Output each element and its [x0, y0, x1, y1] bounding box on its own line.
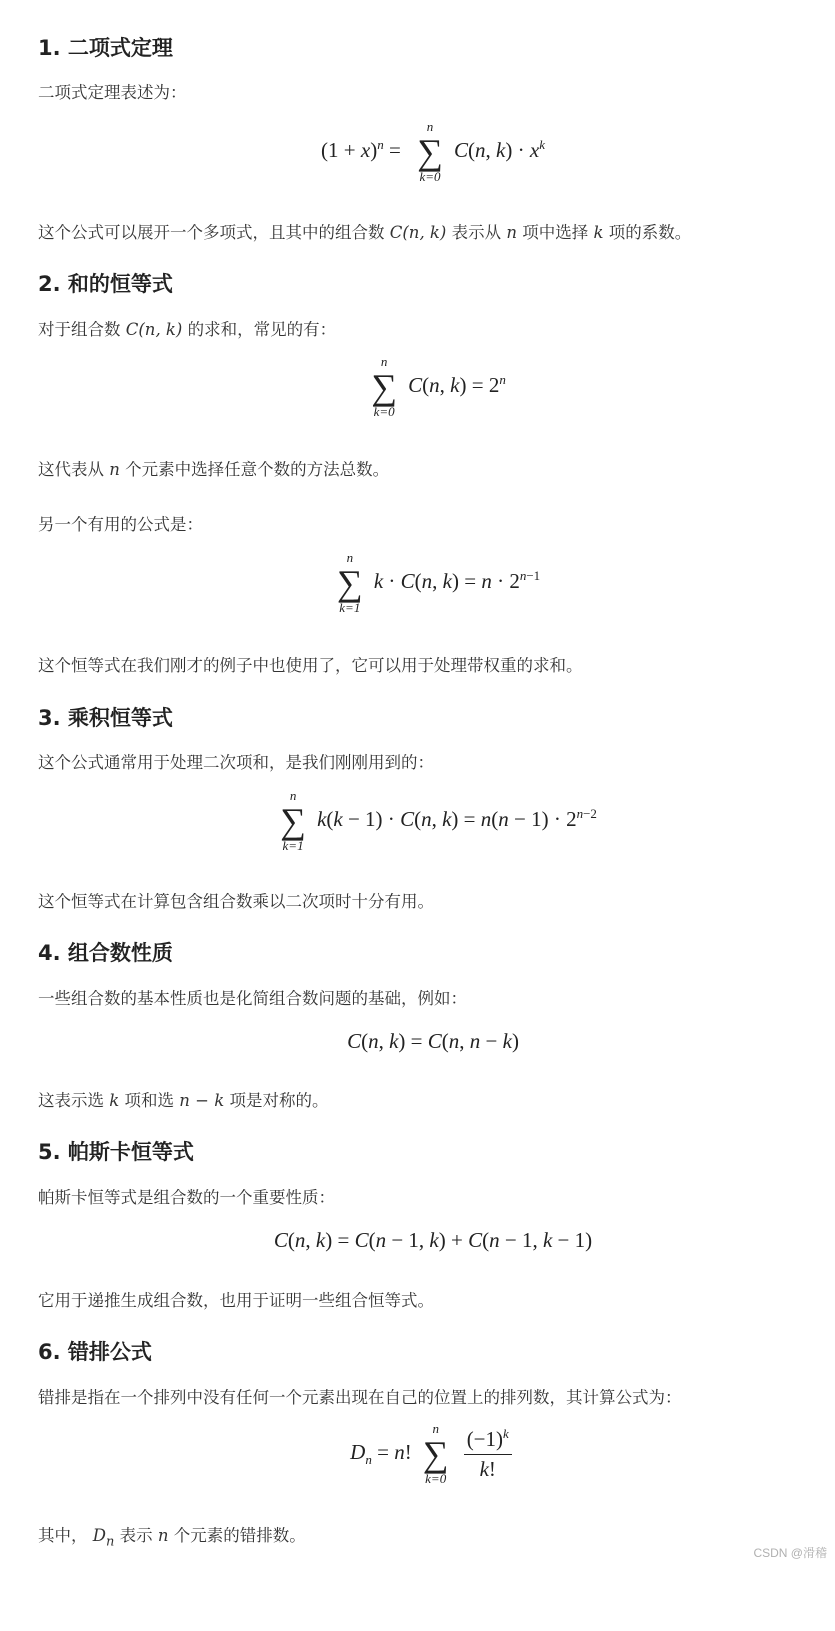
section-heading: 2. 和的恒等式	[38, 272, 173, 296]
paragraph: 其中， $D_n$ 表示 n 个元素的错排数。	[38, 1526, 306, 1550]
formula-symmetry: C(n, k) = C(n, n − k)	[347, 1029, 519, 1053]
paragraph: 这个恒等式在计算包含组合数乘以二次项时十分有用。	[38, 892, 434, 911]
paragraph: 这代表从 n 个元素中选择任意个数的方法总数。	[38, 460, 390, 479]
section-heading: 3. 乘积恒等式	[38, 706, 173, 730]
section-heading: 5. 帕斯卡恒等式	[38, 1140, 194, 1164]
formula-product-identity: n ∑ k=1 k(k − 1) · C(n, $k) = n(n - 1) \cdot 2^{n-2}$	[280, 788, 597, 853]
paragraph: 这表示选 k 项和选 n − k 项是对称的。	[38, 1091, 329, 1110]
paragraph: 对于组合数 C(n, k) 的求和，常见的有：	[38, 320, 337, 339]
paragraph: 它用于递推生成组合数，也用于证明一些组合恒等式。	[38, 1291, 434, 1310]
paragraph: 二项式定理表述为：	[38, 83, 187, 102]
paragraph: 另一个有用的公式是：	[38, 515, 203, 534]
formula-sum-identity: n ∑ k=0 C(n, $k) = 2^n$	[371, 354, 506, 419]
paragraph: 帕斯卡恒等式是组合数的一个重要性质：	[38, 1188, 335, 1207]
formula-weighted-sum: n ∑ k=1 k · C(n, $k) = n \cdot 2^{n-1}$	[336, 550, 541, 615]
formula-derangement: $D_n = n$! n ∑ k=0 $\frac{(-1)^k}{k!}$	[38, 1422, 828, 1486]
formula-pascal: C(n, k) = C(n − 1, k) + C(n − 1, k − 1)	[273, 1228, 593, 1252]
section-heading: 4. 组合数性质	[38, 941, 173, 965]
paragraph: 这个恒等式在我们刚才的例子中也使用了，它可以用于处理带权重的求和。	[38, 656, 583, 675]
paragraph: 这个公式可以展开一个多项式，且其中的组合数 C(n, k) 表示从 n 项中选择 k 项的系数。	[38, 223, 692, 242]
paragraph: 错排是指在一个排列中没有任何一个元素出现在自己的位置上的排列数，其计算公式为：	[38, 1388, 682, 1407]
paragraph: 这个公式通常用于处理二次项和，是我们刚刚用到的：	[38, 753, 434, 772]
section-heading: 6. 错排公式	[38, 1340, 152, 1364]
watermark: CSDN @滑稽	[753, 1546, 827, 1560]
paragraph: 一些组合数的基本性质也是化简组合数问题的基础，例如：	[38, 989, 467, 1008]
section-heading: 1. 二项式定理	[38, 36, 173, 60]
formula-binomial: $(1 + x)^n$ = n ∑ k=0 C(n, $k) \cdot x^k$	[321, 119, 545, 184]
